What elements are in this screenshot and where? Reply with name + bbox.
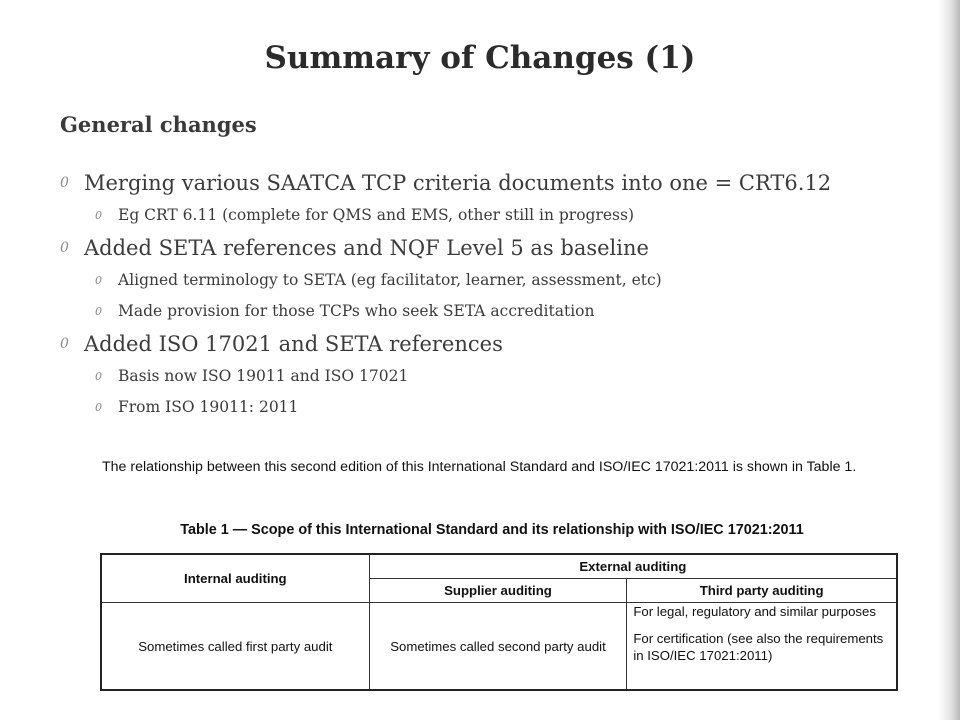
sub-bullet-item bbox=[60, 392, 920, 423]
sub-bullet-marker: 0 bbox=[95, 305, 102, 318]
sub-bullet-text: Aligned terminology to SETA (eg facilitator, learner, assessment, etc) bbox=[118, 271, 662, 289]
bullet-list bbox=[60, 166, 920, 423]
sub-bullet-text: From ISO 19011: 2011 bbox=[118, 398, 299, 416]
sub-bullet-text: Basis now ISO 19011 and ISO 17021 bbox=[118, 367, 409, 385]
bullet-marker: 0 bbox=[60, 240, 69, 256]
bullet-item bbox=[60, 327, 920, 361]
bullet-item bbox=[60, 231, 920, 265]
bullet-text: Added ISO 17021 and SETA references bbox=[84, 332, 503, 356]
cell-supplier: Sometimes called second party audit bbox=[369, 603, 627, 691]
sub-bullet-marker: 0 bbox=[95, 274, 102, 287]
sub-bullet-text: Made provision for those TCPs who seek SETA accreditation bbox=[118, 302, 595, 320]
scope-table bbox=[100, 553, 898, 691]
sub-bullet-marker: 0 bbox=[95, 209, 102, 222]
sub-bullet-marker: 0 bbox=[95, 370, 102, 383]
sub-bullet-marker: 0 bbox=[95, 401, 102, 414]
cell-internal: Sometimes called first party audit bbox=[101, 603, 369, 691]
slide-edge-shadow bbox=[938, 0, 960, 720]
bullet-marker: 0 bbox=[60, 175, 69, 191]
bullet-text: Added SETA references and NQF Level 5 as baseline bbox=[84, 236, 649, 260]
header-internal-auditing: Internal auditing bbox=[101, 554, 369, 603]
sub-bullet-item bbox=[60, 265, 920, 296]
sub-bullet-item bbox=[60, 200, 920, 231]
bullet-text: Merging various SAATCA TCP criteria documents into one = CRT6.12 bbox=[84, 171, 832, 195]
excerpt-intro-text: The relationship between this second edition of this International Standard and ISO/IEC 17021:2011 is shown in Table 1. bbox=[102, 459, 857, 475]
standard-excerpt-image bbox=[72, 444, 912, 720]
header-supplier-auditing: Supplier auditing bbox=[369, 579, 627, 603]
cell-third-party bbox=[627, 603, 897, 691]
slide-subheading: General changes bbox=[60, 112, 257, 137]
sub-bullet-item bbox=[60, 361, 920, 392]
sub-bullet-item bbox=[60, 296, 920, 327]
table-caption: Table 1 — Scope of this International Standard and its relationship with ISO/IEC 17021:2011 bbox=[180, 522, 804, 538]
bullet-item bbox=[60, 166, 920, 200]
cell-third-party-line-2: For certification (see also the requirements in ISO/IEC 17021:2011) bbox=[633, 631, 884, 663]
table-row bbox=[101, 603, 897, 691]
cell-third-party-line-1: For legal, regulatory and similar purposes bbox=[633, 604, 876, 619]
sub-bullet-text: Eg CRT 6.11 (complete for QMS and EMS, other still in progress) bbox=[118, 206, 634, 224]
header-third-party-auditing: Third party auditing bbox=[627, 579, 897, 603]
header-external-auditing: External auditing bbox=[369, 554, 897, 579]
table-header-row bbox=[101, 554, 897, 579]
slide-title: Summary of Changes (1) bbox=[264, 40, 696, 76]
bullet-marker: 0 bbox=[60, 336, 69, 352]
